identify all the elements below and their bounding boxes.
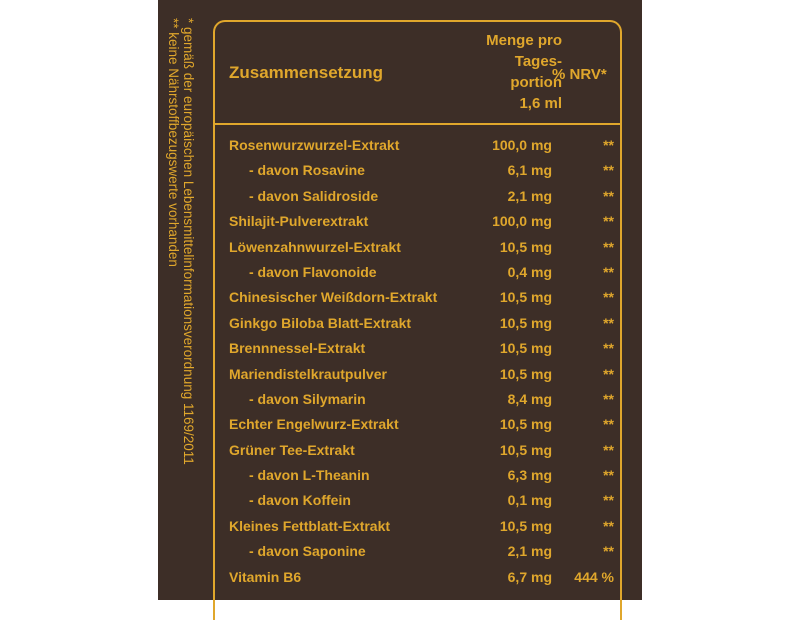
ingredient-name: Vitamin B6	[229, 568, 302, 585]
column-header-amount-line: Tages-	[514, 53, 562, 70]
table-row	[229, 514, 617, 539]
nrv-value: **	[603, 441, 614, 458]
table-row	[229, 235, 617, 260]
nutrition-table-rows	[229, 133, 617, 590]
footnote-no-reference-values: ** keine Nährstoffbezugswerte vorhanden	[166, 18, 181, 267]
nrv-value: **	[603, 314, 614, 331]
amount-per-daily-portion: 8,4 mg	[507, 390, 552, 407]
nrv-value: **	[603, 517, 614, 534]
ingredient-name: Mariendistelkrautpulver	[229, 365, 387, 382]
nrv-value: **	[603, 467, 614, 484]
sub-ingredient-name: - davon Saponine	[249, 543, 366, 560]
ingredient-name: Ginkgo Biloba Blatt-Extrakt	[229, 314, 412, 331]
sub-ingredient-name: - davon Rosavine	[249, 162, 365, 179]
ingredient-name: Brennnessel-Extrakt	[229, 340, 366, 357]
nrv-value: **	[603, 543, 614, 560]
amount-per-daily-portion: 10,5 mg	[499, 416, 552, 433]
sub-ingredient-name: - davon Salidroside	[249, 187, 379, 204]
table-row	[229, 209, 617, 234]
amount-per-daily-portion: 0,1 mg	[507, 492, 552, 509]
amount-per-daily-portion: 10,5 mg	[499, 238, 552, 255]
amount-per-daily-portion: 2,1 mg	[507, 187, 552, 204]
nrv-value: **	[603, 263, 614, 280]
nrv-value: **	[603, 492, 614, 509]
amount-per-daily-portion: 100,0 mg	[492, 137, 552, 153]
nrv-value: **	[603, 137, 614, 153]
amount-per-daily-portion: 10,5 mg	[499, 517, 552, 534]
table-row	[229, 463, 617, 488]
sub-ingredient-name: - davon Koffein	[249, 492, 351, 509]
ingredient-name: Echter Engelwurz-Extrakt	[229, 416, 399, 433]
column-header-composition: Zusammensetzung	[229, 63, 383, 82]
nrv-value: **	[603, 340, 614, 357]
amount-per-daily-portion: 100,0 mg	[492, 213, 552, 230]
column-header-amount-line: 1,6 ml	[519, 95, 562, 112]
table-row	[229, 488, 617, 513]
table-row	[229, 260, 617, 285]
amount-per-daily-portion: 10,5 mg	[499, 340, 552, 357]
nrv-value: **	[603, 289, 614, 306]
sub-ingredient-name: - davon Silymarin	[249, 390, 366, 407]
column-header-nrv: % NRV*	[552, 66, 607, 83]
sub-ingredient-name: - davon Flavonoide	[249, 263, 377, 280]
ingredient-name: Rosenwurzwurzel-Extrakt	[229, 137, 400, 153]
amount-per-daily-portion: 6,1 mg	[507, 162, 552, 179]
table-row	[229, 285, 617, 310]
ingredient-name: Löwenzahnwurzel-Extrakt	[229, 238, 401, 255]
nrv-value: **	[603, 416, 614, 433]
amount-per-daily-portion: 10,5 mg	[499, 314, 552, 331]
nrv-value: **	[603, 238, 614, 255]
table-row	[229, 412, 617, 437]
amount-per-daily-portion: 10,5 mg	[499, 365, 552, 382]
footnotes	[166, 18, 196, 465]
ingredient-name: Grüner Tee-Extrakt	[229, 441, 355, 458]
amount-per-daily-portion: 6,3 mg	[507, 467, 552, 484]
column-header-amount	[448, 30, 562, 114]
nrv-value: **	[603, 213, 614, 230]
amount-per-daily-portion: 0,4 mg	[507, 263, 552, 280]
footnote-nrv-regulation: * gemäß der europäischen Lebensmittelinformationsverordnung 1169/2011	[181, 18, 196, 465]
table-row	[229, 362, 617, 387]
table-row	[229, 565, 617, 590]
nrv-value: **	[603, 365, 614, 382]
table-row	[229, 336, 617, 361]
ingredient-name: Kleines Fettblatt-Extrakt	[229, 517, 391, 534]
column-header-amount-line: portion	[510, 74, 562, 91]
sub-ingredient-name: - davon L-Theanin	[249, 467, 370, 484]
table-row	[229, 184, 617, 209]
amount-per-daily-portion: 2,1 mg	[507, 543, 552, 560]
column-header-amount-line: Menge pro	[486, 32, 562, 49]
ingredient-name: Shilajit-Pulverextrakt	[229, 213, 369, 230]
nrv-value: **	[603, 187, 614, 204]
table-row	[229, 539, 617, 564]
amount-per-daily-portion: 6,7 mg	[507, 568, 552, 585]
table-row	[229, 387, 617, 412]
nrv-value: **	[603, 162, 614, 179]
header-divider	[213, 123, 622, 125]
table-row	[229, 438, 617, 463]
table-row	[229, 311, 617, 336]
nrv-value: 444 %	[574, 568, 614, 585]
amount-per-daily-portion: 10,5 mg	[499, 289, 552, 306]
table-row	[229, 133, 617, 158]
ingredient-name: Chinesischer Weißdorn-Extrakt	[229, 289, 438, 306]
table-row	[229, 158, 617, 183]
nrv-value: **	[603, 390, 614, 407]
amount-per-daily-portion: 10,5 mg	[499, 441, 552, 458]
